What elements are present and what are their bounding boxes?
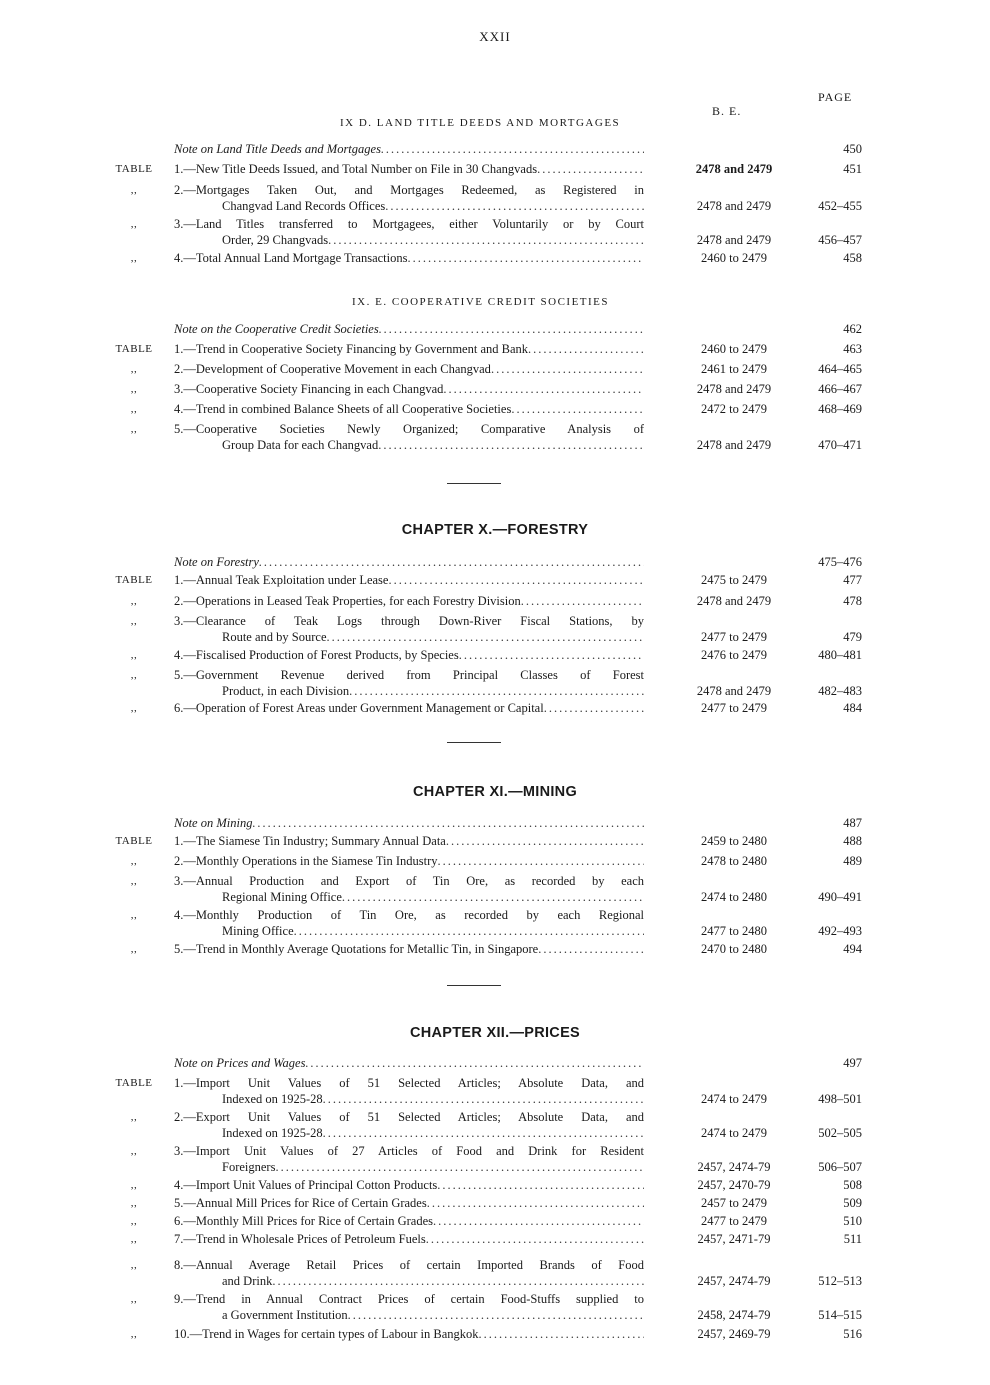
entry-page: 480–481 [818, 648, 862, 662]
entry-title-text: Note on Mining [174, 816, 253, 830]
entry-page: 475–476 [818, 555, 862, 569]
column-header-page: PAGE [818, 90, 853, 104]
entry-title-line [174, 198, 644, 214]
entry-title-text: 6.—Operation of Forest Areas under Government Management or Capital [174, 701, 544, 715]
leader-dots [348, 1307, 644, 1323]
leader-dots [379, 321, 644, 337]
entry-title [174, 182, 644, 214]
section-divider [447, 742, 501, 743]
entry-lead: ,, [130, 403, 138, 415]
entry-title-line [174, 593, 644, 609]
entry-title-line [174, 815, 644, 831]
leader-dots [381, 141, 644, 157]
entry-lead: ,, [130, 1111, 138, 1123]
entry-page: 516 [843, 1327, 862, 1341]
entry-title [174, 1143, 644, 1175]
entry-title-text: 4.—Trend in combined Balance Sheets of all Cooperative Societies [174, 402, 512, 416]
entry-title-text: 1.—Trend in Cooperative Society Financing by Government and Bank [174, 342, 528, 356]
entry-title-text: 9.—Trend in Annual Contract Prices of certain Food-Stuffs supplied to [174, 1292, 644, 1306]
entry-title-text: a Government Institution [222, 1308, 348, 1322]
entry-title-text: Note on Forestry [174, 555, 259, 569]
entry-be-years: 2457, 2474-79 [697, 1274, 771, 1288]
leader-dots [479, 1326, 645, 1342]
entry-be-years: 2459 to 2480 [701, 834, 767, 848]
entry-be-years: 2476 to 2479 [701, 648, 767, 662]
entry-title-text: 3.—Clearance of Teak Logs through Down-River Fiscal Stations, by [174, 614, 644, 628]
leader-dots [328, 232, 644, 248]
entry-lead: ,, [130, 218, 138, 230]
entry-title-line [174, 889, 644, 905]
entry-title-line [174, 341, 644, 357]
entry-title [174, 1109, 644, 1141]
entry-page: 482–483 [818, 684, 862, 698]
entry-title-line [174, 381, 644, 397]
chapter-title: CHAPTER X.—FORESTRY [401, 522, 589, 538]
entry-title [174, 401, 644, 417]
entry-title [174, 572, 644, 588]
entry-title-line [174, 1291, 644, 1307]
entry-be-years: 2478 and 2479 [696, 233, 772, 247]
entry-title-text: Foreigners [222, 1160, 276, 1174]
entry-title-line [174, 1326, 644, 1342]
entry-be-years: 2478 and 2479 [695, 162, 773, 176]
entry-page: 477 [843, 573, 862, 587]
leader-dots [323, 1091, 644, 1107]
entry-lead: ,, [130, 1179, 138, 1191]
entry-title-line [174, 361, 644, 377]
entry-title-line [174, 216, 644, 232]
entry-page: 508 [843, 1178, 862, 1192]
entry-title-line [174, 613, 644, 629]
leader-dots [323, 1125, 644, 1141]
entry-page: 464–465 [818, 362, 862, 376]
entry-title-text: 5.—Cooperative Societies Newly Organized; Comparative Analysis of [174, 422, 644, 436]
entry-title-text: 2.—Operations in Leased Teak Properties, for each Forestry Division [174, 594, 521, 608]
leader-dots [426, 1231, 644, 1247]
leader-dots [528, 341, 644, 357]
section-title: IX D. LAND TITLE DEEDS AND MORTGAGES [340, 117, 621, 129]
entry-page: 509 [843, 1196, 862, 1210]
entry-title-text: 2.—Export Unit Values of 51 Selected Articles; Absolute Data, and [174, 1110, 644, 1124]
chapter-title: CHAPTER XI.—MINING [412, 784, 578, 800]
entry-be-years: 2474 to 2479 [701, 1092, 767, 1106]
entry-lead: ,, [130, 649, 138, 661]
entry-lead: ,, [130, 252, 138, 264]
entry-title [174, 381, 644, 397]
entry-title-line [174, 923, 644, 939]
page-number: XXII [479, 29, 511, 44]
entry-lead: ,, [130, 1328, 138, 1340]
entry-title-line [174, 401, 644, 417]
entry-title-line [174, 321, 644, 337]
entry-lead: TABLE [115, 163, 153, 175]
entry-title-text: Changvad Land Records Offices [222, 199, 386, 213]
entry-title-text: Route and by Source [222, 630, 327, 644]
section-divider [447, 985, 501, 986]
entry-title-line [174, 647, 644, 663]
entry-title-line [174, 683, 644, 699]
entry-title [174, 613, 644, 645]
entry-lead: ,, [130, 363, 138, 375]
leader-dots [342, 889, 644, 905]
entry-title-text: Regional Mining Office [222, 890, 342, 904]
entry-lead: ,, [130, 184, 138, 196]
entry-lead: ,, [130, 1233, 138, 1245]
entry-title-line [174, 1231, 644, 1247]
leader-dots [407, 250, 644, 266]
entry-title [174, 873, 644, 905]
entry-title-text: 3.—Land Titles transferred to Mortgagees, either Voluntarily or by Court [174, 217, 644, 231]
entry-title-line [174, 1159, 644, 1175]
entry-title [174, 647, 644, 663]
leader-dots [538, 941, 644, 957]
leader-dots [438, 853, 644, 869]
entry-title-line [174, 833, 644, 849]
entry-page: 510 [843, 1214, 862, 1228]
entry-title-line [174, 1055, 644, 1071]
leader-dots [327, 629, 645, 645]
entry-lead: ,, [130, 909, 138, 921]
entry-title-text: 3.—Import Unit Values of 27 Articles of Food and Drink for Resident [174, 1144, 644, 1158]
entry-title [174, 250, 644, 266]
entry-title-line [174, 1273, 644, 1289]
entry-lead: ,, [130, 383, 138, 395]
entry-title-text: Order, 29 Changvads [222, 233, 329, 247]
entry-be-years: 2478 and 2479 [696, 438, 772, 452]
entry-title-text: 7.—Trend in Wholesale Prices of Petroleum Fuels [174, 1232, 426, 1246]
entry-title-text: and Drink [222, 1274, 273, 1288]
entry-lead: TABLE [115, 574, 153, 586]
entry-lead: TABLE [115, 343, 153, 355]
entry-page: 484 [843, 701, 862, 715]
entry-title-text: Note on the Cooperative Credit Societies [174, 322, 379, 336]
entry-page: 478 [843, 594, 862, 608]
entry-title-line [174, 572, 644, 588]
entry-title [174, 941, 644, 957]
entry-be-years: 2457, 2469-79 [697, 1327, 771, 1341]
entry-title-line [174, 421, 644, 437]
entry-title [174, 341, 644, 357]
entry-page: 458 [843, 251, 862, 265]
entry-be-years: 2458, 2474-79 [697, 1308, 771, 1322]
entry-title [174, 1257, 644, 1289]
entry-page: 466–467 [818, 382, 862, 396]
leader-dots [443, 381, 644, 397]
entry-be-years: 2478 and 2479 [696, 684, 772, 698]
entry-lead: TABLE [115, 835, 153, 847]
chapter-title: CHAPTER XII.—PRICES [409, 1025, 581, 1041]
entry-page: 490–491 [818, 890, 862, 904]
leader-dots [544, 700, 644, 716]
entry-be-years: 2478 to 2480 [701, 854, 767, 868]
entry-page: 511 [843, 1232, 862, 1246]
entry-title [174, 1231, 644, 1247]
entry-page: 487 [843, 816, 862, 830]
entry-title-text: 2.—Mortgages Taken Out, and Mortgages Redeemed, as Registered in [174, 183, 644, 197]
entry-page: 498–501 [818, 1092, 862, 1106]
entry-page: 506–507 [818, 1160, 862, 1174]
entry-lead: ,, [130, 875, 138, 887]
entry-title-text: Note on Prices and Wages [174, 1056, 306, 1070]
entry-title-text: Indexed on 1925-28 [222, 1092, 323, 1106]
leader-dots [491, 361, 644, 377]
entry-page: 488 [843, 834, 862, 848]
entry-be-years: 2470 to 2480 [701, 942, 767, 956]
leader-dots [459, 647, 644, 663]
column-header-be: B. E. [712, 104, 742, 118]
entry-title-text: 1.—The Siamese Tin Industry; Summary Annual Data [174, 834, 446, 848]
leader-dots [305, 1055, 644, 1071]
section-title: IX. E. COOPERATIVE CREDIT SOCIETIES [352, 296, 610, 308]
entry-lead: ,, [130, 855, 138, 867]
entry-page: 514–515 [818, 1308, 862, 1322]
entry-be-years: 2478 and 2479 [696, 199, 772, 213]
entry-title [174, 361, 644, 377]
entry-title-text: 1.—Annual Teak Exploitation under Lease [174, 573, 389, 587]
leader-dots [437, 1177, 644, 1193]
entry-title [174, 815, 644, 831]
entry-be-years: 2460 to 2479 [701, 342, 767, 356]
entry-title [174, 907, 644, 939]
entry-be-years: 2457, 2470-79 [697, 1178, 771, 1192]
entry-title [174, 1291, 644, 1323]
section-divider [447, 483, 501, 484]
entry-be-years: 2460 to 2479 [701, 251, 767, 265]
entry-title [174, 141, 644, 157]
leader-dots [521, 593, 644, 609]
entry-be-years: 2477 to 2480 [701, 924, 767, 938]
leader-dots [388, 572, 644, 588]
entry-title [174, 1213, 644, 1229]
entry-page: 494 [843, 942, 862, 956]
entry-title-text: 2.—Development of Cooperative Movement in each Changvad [174, 362, 491, 376]
entry-page: 489 [843, 854, 862, 868]
entry-lead: ,, [130, 1293, 138, 1305]
entry-title-line [174, 1257, 644, 1273]
entry-lead: ,, [130, 702, 138, 714]
entry-lead: ,, [130, 423, 138, 435]
entry-title [174, 1075, 644, 1107]
entry-lead: ,, [130, 669, 138, 681]
entry-title-line [174, 232, 644, 248]
entry-title-text: 4.—Total Annual Land Mortgage Transactions [174, 251, 408, 265]
entry-lead: ,, [130, 943, 138, 955]
entry-be-years: 2475 to 2479 [701, 573, 767, 587]
entry-title-line [174, 1143, 644, 1159]
entry-page: 450 [843, 142, 862, 156]
entry-title [174, 667, 644, 699]
entry-title-line [174, 941, 644, 957]
entry-title-line [174, 1109, 644, 1125]
entry-title [174, 321, 644, 337]
entry-lead: ,, [130, 595, 138, 607]
entry-lead: ,, [130, 615, 138, 627]
entry-title-line [174, 437, 644, 453]
entry-title-text: Note on Land Title Deeds and Mortgages [174, 142, 381, 156]
entry-title-text: 1.—New Title Deeds Issued, and Total Number on File in 30 Changvads [174, 162, 538, 176]
entry-title-text: Group Data for each Changvad [222, 438, 379, 452]
entry-title-text: 2.—Monthly Operations in the Siamese Tin Industry [174, 854, 438, 868]
entry-title-line [174, 161, 644, 177]
leader-dots [259, 554, 644, 570]
entry-be-years: 2478 and 2479 [696, 594, 772, 608]
entry-page: 451 [843, 162, 862, 176]
entry-title-line [174, 700, 644, 716]
entry-title-text: 4.—Fiscalised Production of Forest Products, by Species [174, 648, 459, 662]
entry-title-text: 5.—Government Revenue derived from Principal Classes of Forest [174, 668, 644, 682]
leader-dots [252, 815, 644, 831]
leader-dots [511, 401, 644, 417]
leader-dots [537, 161, 644, 177]
entry-title-line [174, 554, 644, 570]
leader-dots [433, 1213, 644, 1229]
entry-title-line [174, 667, 644, 683]
entry-title [174, 1195, 644, 1211]
entry-title-line [174, 1125, 644, 1141]
entry-title-line [174, 141, 644, 157]
entry-title-text: 10.—Trend in Wages for certain types of Labour in Bangkok [174, 1327, 479, 1341]
entry-title-text: 6.—Monthly Mill Prices for Rice of Certain Grades [174, 1214, 433, 1228]
entry-title [174, 700, 644, 716]
entry-be-years: 2477 to 2479 [701, 630, 767, 644]
entry-title [174, 161, 644, 177]
entry-lead: TABLE [115, 1077, 153, 1089]
entry-lead: ,, [130, 1145, 138, 1157]
entry-page: 502–505 [818, 1126, 862, 1140]
entry-title-line [174, 1195, 644, 1211]
entry-title [174, 216, 644, 248]
entry-title-text: 4.—Monthly Production of Tin Ore, as recorded by each Regional [174, 908, 644, 922]
entry-lead: ,, [130, 1197, 138, 1209]
entry-title [174, 853, 644, 869]
entry-title-text: 5.—Annual Mill Prices for Rice of Certain Grades [174, 1196, 427, 1210]
entry-be-years: 2477 to 2479 [701, 701, 767, 715]
entry-page: 512–513 [818, 1274, 862, 1288]
entry-title-line [174, 907, 644, 923]
entry-title-text: Product, in each Division [222, 684, 350, 698]
entry-title-line [174, 853, 644, 869]
entry-title [174, 554, 644, 570]
entry-page: 470–471 [818, 438, 862, 452]
entry-title-line [174, 1213, 644, 1229]
entry-be-years: 2457, 2471-79 [697, 1232, 771, 1246]
entry-title-text: 4.—Import Unit Values of Principal Cotton Products [174, 1178, 438, 1192]
entry-title-text: Indexed on 1925-28 [222, 1126, 323, 1140]
entry-page: 463 [843, 342, 862, 356]
entry-title-line [174, 182, 644, 198]
leader-dots [378, 437, 644, 453]
leader-dots [349, 683, 644, 699]
entry-title-line [174, 1307, 644, 1323]
entry-be-years: 2478 and 2479 [696, 382, 772, 396]
entry-page: 479 [843, 630, 862, 644]
entry-title-text: Mining Office [222, 924, 294, 938]
entry-title [174, 1326, 644, 1342]
entry-page: 456–457 [818, 233, 862, 247]
entry-title-line [174, 250, 644, 266]
entry-title [174, 833, 644, 849]
leader-dots [446, 833, 644, 849]
entry-title [174, 1055, 644, 1071]
entry-title-text: 8.—Annual Average Retail Prices of certain Imported Brands of Food [174, 1258, 644, 1272]
entry-title-line [174, 629, 644, 645]
entry-page: 452–455 [818, 199, 862, 213]
entry-title-line [174, 1075, 644, 1091]
entry-be-years: 2472 to 2479 [701, 402, 767, 416]
entry-title-text: 3.—Annual Production and Export of Tin Ore, as recorded by each [174, 874, 644, 888]
entry-lead: ,, [130, 1215, 138, 1227]
entry-title-text: 5.—Trend in Monthly Average Quotations for Metallic Tin, in Singapore [174, 942, 539, 956]
entry-page: 492–493 [818, 924, 862, 938]
leader-dots [272, 1273, 644, 1289]
entry-title [174, 1177, 644, 1193]
entry-page: 468–469 [818, 402, 862, 416]
entry-be-years: 2477 to 2479 [701, 1214, 767, 1228]
entry-title-line [174, 1177, 644, 1193]
entry-title-text: 1.—Import Unit Values of 51 Selected Articles; Absolute Data, and [174, 1076, 644, 1090]
entry-title-text: 3.—Cooperative Society Financing in each Changvad [174, 382, 444, 396]
entry-be-years: 2457 to 2479 [701, 1196, 767, 1210]
entry-be-years: 2461 to 2479 [701, 362, 767, 376]
entry-page: 497 [843, 1056, 862, 1070]
entry-title [174, 421, 644, 453]
entry-page: 462 [843, 322, 862, 336]
leader-dots [427, 1195, 644, 1211]
entry-lead: ,, [130, 1259, 138, 1271]
entry-title-line [174, 1091, 644, 1107]
entry-be-years: 2474 to 2480 [701, 890, 767, 904]
leader-dots [385, 198, 644, 214]
entry-title [174, 593, 644, 609]
leader-dots [275, 1159, 644, 1175]
entry-be-years: 2474 to 2479 [701, 1126, 767, 1140]
entry-title-line [174, 873, 644, 889]
entry-be-years: 2457, 2474-79 [697, 1160, 771, 1174]
leader-dots [294, 923, 644, 939]
